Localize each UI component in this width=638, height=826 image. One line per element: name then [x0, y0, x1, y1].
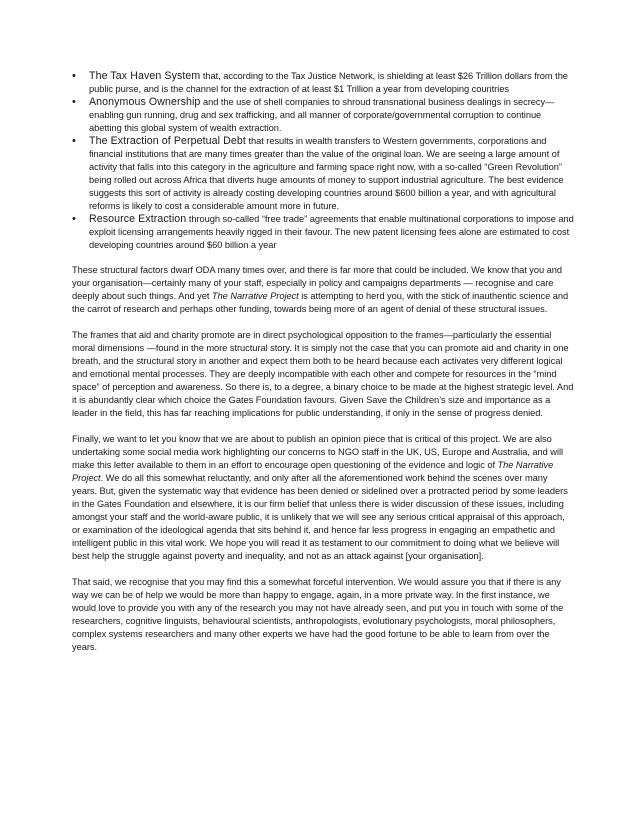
bullet-lead: The Tax Haven System	[89, 70, 201, 82]
paragraph-text: . We do all this somewhat reluctantly, and only after all the aforementioned work behind the scenes over many years. But, given the systematic way that evidence has been denied or sidelined over a protracted period by some leaders in the Gates Foundation and elsewhere, it is our firm belief that unless there is wider discussion of these issues, including amongst your staff and the world-aware public, it is unlikely that we will see any serious critical appraisal of this approach, or examination of the ideological agenda that sits behind it, and hence far less progress in engaging an empathetic and intelligent public in this vital work. We hope you will read it as testament to our commitment to doing what we believe will best help the struggle against poverty and inequality, and not as an attack against [your organisation].	[72, 473, 568, 561]
paragraph-offer-help: That said, we recognise that you may find this a somewhat forceful intervention. We would assure you that if there is any way we can be of help we would be more than happy to engage, again, in a more private way. In the first instance, we would love to provide you with any of the research you may not have already seen, and put you in touch with some of the researchers, cognitive linguists, behavioural scientists, anthropologists, evolutionary psychologists, moral philosophers, complex systems researchers and many other experts we have had the good fortune to be able to learn from over the years.	[72, 577, 564, 652]
paragraph-structural-factors	[72, 264, 574, 316]
paragraph-frames: The frames that aid and charity promote are in direct psychological opposition to the frames—particularly the essential moral dimensions —found in the more structural story. It is simply not the case that you can promote aid and charity in one breath, and the structural story in another and expect them both to be heard because each activates very different logical and emotional mental processes. They are deeply incompatible with each other and compete for resources in the “mind space” of perception and awareness. So there is, to a degree, a binary choice to be made at the highest strategic level. And it is abundantly clear which choice the Gates Foundation favours. Given Save the Children’s size and importance as a leader in the field, this has far reaching implications for public understanding, if only in the sense of progress denied.	[72, 330, 574, 418]
spacer	[72, 252, 574, 264]
bullet-lead: Resource Extraction	[89, 213, 187, 225]
paragraph-opinion-piece	[72, 433, 574, 563]
list-item	[72, 213, 574, 252]
list-item	[72, 70, 574, 96]
structural-factors-list	[72, 70, 574, 252]
project-title-italic: The Narrative Project	[211, 291, 299, 301]
bullet-text: that results in wealth transfers to Western governments, corporations and financial institutions that are many times greater than the value of the original loan. We are seeing a large amount of activity that falls into this category in the agriculture and farming space right now, with a so-called “Green Revolution” being rolled out across Africa that diverts huge amounts of money to support industrial agriculture. The best evidence suggests this sort of activity is already costing developing countries around $600 billion a year, and with agricultural reforms is likely to cost a considerable amount more in future.	[89, 136, 564, 211]
bullet-icon: •	[72, 70, 76, 82]
bullet-icon: •	[72, 135, 76, 147]
paragraph-text: Finally, we want to let you know that we are about to publish an opinion piece that is critical of this project. We are also undertaking some social media work highlighting our concerns to NGO staff in the UK, US, Europe and Australia, and will make this letter available to them in an effort to encourage open questioning of the evidence and logic of	[72, 434, 564, 470]
list-item	[72, 135, 574, 213]
bullet-icon: •	[72, 213, 76, 225]
paragraph-text: These structural factors dwarf ODA many times over, and there is far more that could be included. We know that you and your organisation—certainly many of your staff, especially in policy and campaigns departments — recognise and care deeply about such things. And yet	[72, 265, 563, 301]
bullet-lead: The Extraction of Perpetual Debt	[89, 135, 246, 147]
bullet-text: and the use of shell companies to shroud transnational business dealings in secrecy—enabling gun running, drug and sex trafficking, and all manner of corporate/governmental corruption to continue abetting this global system of wealth extraction.	[89, 97, 555, 133]
bullet-icon: •	[72, 96, 76, 108]
list-item	[72, 96, 574, 135]
bullet-text: through so-called “free trade” agreements that enable multinational corporations to impose and exploit licensing arrangements heavily rigged in their favour. The new patent licensing fees alone are estimated to cost developing countries around $60 billion a year	[89, 214, 574, 250]
bullet-text: that, according to the Tax Justice Network, is shielding at least $26 Trillion dollars from the public purse, and is the channel for the extraction of at least $1 Trillion a year from developing countries	[89, 71, 568, 94]
paragraph-text: is attempting to herd you, with the stick of inauthentic science and the carrot of research and perhaps other funding, towards being more of an agent of denial of these structural issues.	[72, 291, 569, 314]
project-title-italic: The Narrative Project	[72, 460, 554, 483]
bullet-lead: Anonymous Ownership	[89, 96, 201, 108]
document-page	[72, 70, 574, 667]
